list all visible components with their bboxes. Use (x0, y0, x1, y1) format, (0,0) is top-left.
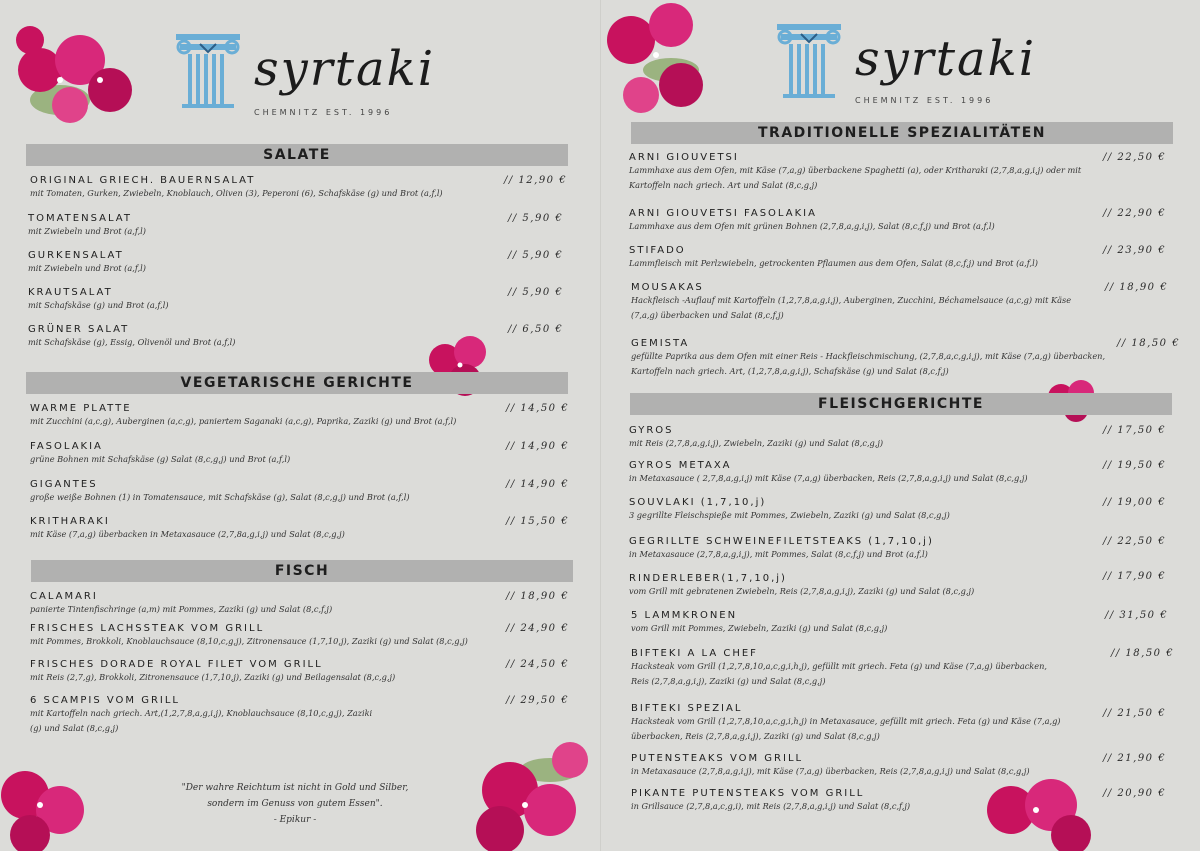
menu-item-description: mit Zwiebeln und Brot (a,f,l) (28, 226, 146, 236)
menu-item-title: FRISCHES DORADE ROYAL FILET VOM GRILL (30, 659, 323, 670)
menu-item-price: // 18,90 € (506, 591, 570, 602)
menu-item-price: // 22,50 € (1103, 536, 1167, 547)
menu-item (28, 250, 498, 276)
menu-item-price: // 23,90 € (1103, 245, 1167, 256)
section-traditionelle-spezialitaeten: TRADITIONELLE SPEZIALITÄTEN (631, 122, 1173, 144)
quote-line: sondern im Genuss von gutem Essen". (207, 799, 383, 809)
menu-item-price: // 14,90 € (506, 479, 570, 490)
menu-item-description: mit Zucchini (a,c,g), Auberginen (a,c,g), paniertem Saganaki (a,c,g), Paprika, Zaziki (g) und Brot (a,f,l) (30, 416, 457, 426)
menu-item-price: // 29,50 € (506, 695, 570, 706)
quote-line: "Der wahre Reichtum ist nicht in Gold und Silber, (181, 783, 409, 793)
menu-item-title: BIFTEKI SPEZIAL (631, 703, 743, 714)
menu-item-description: Hackfleisch -Auflauf mit Kartoffeln (1,2,7,8,a,g,i,j), Auberginen, Zucchini, Béchamelsauce (a,c,g) mit Käse (7,a,g) überbacken und Salat (8,c,f,j) (631, 295, 1072, 320)
menu-item-title: GEGRILLTE SCHWEINEFILETSTEAKS (1,7,10,j) (629, 536, 934, 547)
menu-item (629, 573, 1104, 599)
menu-item-description: in Metaxasauce ( 2,7,8,a,g,i,j) mit Käse (7,a,g) überbacken, Reis (2,7,8,a,g,i,j) und Salat (8,c,g,j) (629, 473, 1028, 483)
menu-item-price: // 19,00 € (1103, 497, 1167, 508)
menu-item-title: ARNI GIOUVETSI FASOLAKIA (629, 208, 817, 219)
menu-item-description: mit Käse (7,a,g) überbacken in Metaxasauce (2,7,8a,g,i,j) und Salat (8,c,g,j) (30, 529, 345, 539)
brand-subtitle: CHEMNITZ EST. 1996 (254, 108, 393, 117)
menu-item-description: vom Grill mit gebratenen Zwiebeln, Reis (2,7,8,a,g,i,j), Zaziki (g) und Salat (8,c,g,j) (629, 586, 975, 596)
menu-item (28, 324, 428, 350)
brand-logo (172, 30, 436, 117)
bougainvillea-flower-icon (450, 730, 600, 851)
menu-item-description: mit Kartoffeln nach griech. Art,(1,2,7,8,a,g,i,j), Knoblauchsauce (8,10,c,g,j), Zaziki (g) und Salat (8,c,g,j) (30, 708, 373, 733)
menu-item-description: vom Grill mit Pommes, Zwiebeln, Zaziki (g) und Salat (8,c,g,j) (631, 623, 888, 633)
menu-item-description: Hacksteak vom Grill (1,2,7,8,10,a,c,g,i,h,j) in Metaxasauce, gefüllt mit griech. Feta (g) und Käse (7,a,g) überbacken, Reis (2,7,8,a,g,i,j), Zaziki (g) und Salat (8,c,g,j) (631, 716, 1061, 741)
menu-item (629, 425, 1104, 451)
menu-item-title: MOUSAKAS (631, 282, 704, 293)
menu-item-title: GYROS METAXA (629, 460, 732, 471)
brand-name: syrtaki (855, 31, 1037, 87)
menu-item-price: // 19,50 € (1103, 460, 1167, 471)
menu-item-description: große weiße Bohnen (1) in Tomatensauce, mit Schafskäse (g), Salat (8,c,g,j) und Brot (a,f,l) (30, 492, 410, 502)
menu-item-title: 6 SCAMPIS VOM GRILL (30, 695, 180, 706)
menu-item-description: Lammhaxe aus dem Ofen, mit Käse (7,a,g) überbackene Spaghetti (a), oder Kritharaki (2,7,8,a,g,i,j) oder mit Kartoffeln nach griech. Art und Salat (8,c,g,j) (629, 165, 1082, 190)
menu-item-price: // 14,50 € (506, 403, 570, 414)
menu-item-price: // 20,90 € (1103, 788, 1167, 799)
menu-item (631, 648, 1061, 689)
menu-item-price: // 5,90 € (508, 213, 564, 224)
menu-item-title: GURKENSALAT (28, 250, 124, 261)
menu-item-description: mit Zwiebeln und Brot (a,f,l) (28, 263, 146, 273)
menu-item-title: GEMISTA (631, 338, 690, 349)
menu-item-title: CALAMARI (30, 591, 98, 602)
menu-item-description: Lammfleisch mit Perlzwiebeln, getrockenten Pflaumen aus dem Ofen, Salat (8,c,f,j) und Brot (a,f,l) (629, 258, 1038, 268)
menu-item-description: mit Schafskäse (g), Essig, Olivenöl und Brot (a,f,l) (28, 337, 236, 347)
quote-author: - Epikur - (273, 815, 317, 825)
menu-item (629, 208, 1104, 234)
menu-item (28, 287, 498, 313)
menu-item (30, 695, 375, 736)
menu-item (30, 175, 500, 201)
menu-item-title: ARNI GIOUVETSI (629, 152, 739, 163)
menu-item-description: in Grillsauce (2,7,8,a,c,g,i), mit Reis (2,7,8,a,g,i,j) und Salat (8,c,f,j) (631, 801, 911, 811)
menu-item (629, 536, 1104, 562)
menu-item-description: grüne Bohnen mit Schafskäse (g) Salat (8,c,g,j) und Brot (a,f,l) (30, 454, 291, 464)
menu-item-description: in Metaxasauce (2,7,8,a,g,i,j), mit Käse (7,a,g) überbacken, Reis (2,7,8,a,g,i,j) und Salat (8,c,g,j) (631, 766, 1030, 776)
menu-item-price: // 17,50 € (1103, 425, 1167, 436)
menu-item-description: mit Tomaten, Gurken, Zwiebeln, Knoblauch, Oliven (3), Peperoni (6), Schafskäse (g) und Brot (a,f,l) (30, 188, 443, 198)
section-salate: SALATE (26, 144, 568, 166)
menu-item-title: TOMATENSALAT (28, 213, 132, 224)
menu-item-price: // 15,50 € (506, 516, 570, 527)
menu-item-title: ORIGINAL GRIECH. BAUERNSALAT (30, 175, 256, 186)
menu-item (30, 623, 505, 649)
menu-item-title: PIKANTE PUTENSTEAKS VOM GRILL (631, 788, 865, 799)
menu-item-description: panierte Tintenfischringe (a,m) mit Pommes, Zaziki (g) und Salat (8,c,f,j) (30, 604, 333, 614)
menu-item (631, 610, 1106, 636)
menu-item-description: gefüllte Paprika aus dem Ofen mit einer Reis - Hackfleischmischung, (2,7,8,a,c,g,i,j), mit Käse (7,a,g) überbacken, Kartoffeln nach griech. Art, (1,2,7,8,a,g,i,j), Schafskäse (g) und Salat (8,c,f,j) (631, 351, 1106, 376)
menu-item-description: mit Reis (2,7,8,a,g,i,j), Zwiebeln, Zaziki (g) und Salat (8,c,g,j) (629, 438, 884, 448)
menu-item-price: // 18,50 € (1111, 648, 1175, 659)
menu-item-title: FASOLAKIA (30, 441, 103, 452)
menu-item-title: BIFTEKI A LA CHEF (631, 648, 758, 659)
menu-item-title: KRAUTSALAT (28, 287, 113, 298)
bougainvillea-flower-icon (0, 20, 160, 140)
menu-item-description: 3 gegrillte Fleischspieße mit Pommes, Zwiebeln, Zaziki (g) und Salat (8,c,g,j) (629, 510, 950, 520)
menu-item (629, 497, 1104, 523)
brand-subtitle: CHEMNITZ EST. 1996 (855, 96, 994, 105)
menu-item-price: // 24,50 € (506, 659, 570, 670)
menu-item-description: Lammhaxe aus dem Ofen mit grünen Bohnen (2,7,8,a,g,i,j), Salat (8,c,f,j) und Brot (a,f,l) (629, 221, 995, 231)
menu-item (631, 753, 1101, 779)
epikur-quote (160, 780, 430, 828)
menu-item-price: // 5,90 € (508, 250, 564, 261)
brand-name: syrtaki (254, 41, 436, 97)
menu-item-title: WARME PLATTE (30, 403, 132, 414)
menu-item-title: SOUVLAKI (1,7,10,j) (629, 497, 767, 508)
menu-item-title: GRÜNER SALAT (28, 324, 130, 335)
menu-item (30, 659, 505, 685)
menu-item-description: in Metaxasauce (2,7,8,a,g,i,j), mit Pommes, Salat (8,c,f,j) und Brot (a,f,l) (629, 549, 928, 559)
section-vegetarische-gerichte: VEGETARISCHE GERICHTE (26, 372, 568, 394)
menu-item-price: // 18,90 € (1105, 282, 1169, 293)
menu-item (631, 703, 1101, 744)
menu-item-price: // 18,50 € (1117, 338, 1181, 349)
menu-item-price: // 5,90 € (508, 287, 564, 298)
menu-item (30, 441, 500, 467)
menu-item-title: KRITHARAKI (30, 516, 110, 527)
menu-item-title: STIFADO (629, 245, 686, 256)
menu-item-price: // 22,50 € (1103, 152, 1167, 163)
menu-item-title: FRISCHES LACHSSTEAK VOM GRILL (30, 623, 265, 634)
menu-item (30, 479, 500, 505)
menu-item-price: // 12,90 € (504, 175, 568, 186)
menu-item (629, 460, 1104, 486)
section-fisch: FISCH (31, 560, 573, 582)
greek-column-icon (172, 30, 244, 108)
menu-item-title: GYROS (629, 425, 674, 436)
menu-item (629, 245, 1104, 271)
menu-page-right (600, 0, 1200, 851)
menu-item (30, 591, 500, 617)
menu-item-title: 5 LAMMKRONEN (631, 610, 738, 621)
menu-item-price: // 14,90 € (506, 441, 570, 452)
menu-item-price: // 6,50 € (508, 324, 564, 335)
menu-item-price: // 22,90 € (1103, 208, 1167, 219)
section-fleischgerichte: FLEISCHGERICHTE (630, 393, 1172, 415)
menu-item (631, 282, 1091, 323)
menu-item-price: // 31,50 € (1105, 610, 1169, 621)
menu-item (629, 152, 1104, 193)
menu-item-title: GIGANTES (30, 479, 98, 490)
menu-item-description: mit Pommes, Brokkoli, Knoblauchsauce (8,10,c,g,j), Zitronensauce (1,7,10,j), Zaziki (g) und Salat (8,c,g,j) (30, 636, 468, 646)
menu-item-title: PUTENSTEAKS VOM GRILL (631, 753, 804, 764)
menu-item (30, 403, 500, 429)
menu-item-description: mit Reis (2,7,g), Brokkoli, Zitronensauce (1,7,10,j), Zaziki (g) und Beilagensalat (8,c,g,j) (30, 672, 396, 682)
brand-logo (773, 20, 1037, 105)
menu-item-price: // 24,90 € (506, 623, 570, 634)
menu-item-price: // 17,90 € (1103, 571, 1167, 582)
menu-item-title: RINDERLEBER(1,7,10,j) (629, 573, 787, 584)
menu-item-price: // 21,50 € (1103, 708, 1167, 719)
greek-column-icon (773, 20, 845, 98)
menu-item (30, 516, 500, 542)
menu-item (28, 213, 498, 239)
menu-item-description: mit Schafskäse (g) und Brot (a,f,l) (28, 300, 169, 310)
bougainvillea-flower-icon (0, 755, 100, 851)
bougainvillea-flower-icon (601, 0, 731, 125)
menu-item (631, 338, 1111, 379)
menu-item-price: // 21,90 € (1103, 753, 1167, 764)
menu-item (631, 788, 1101, 814)
menu-item-description: Hacksteak vom Grill (1,2,7,8,10,a,c,g,i,h,j), gefüllt mit griech. Feta (g) und Käse (7,a,g) überbacken, Reis (2,7,8,a,g,i,j), Zaziki (g) und Salat (8,c,g,j) (631, 661, 1047, 686)
